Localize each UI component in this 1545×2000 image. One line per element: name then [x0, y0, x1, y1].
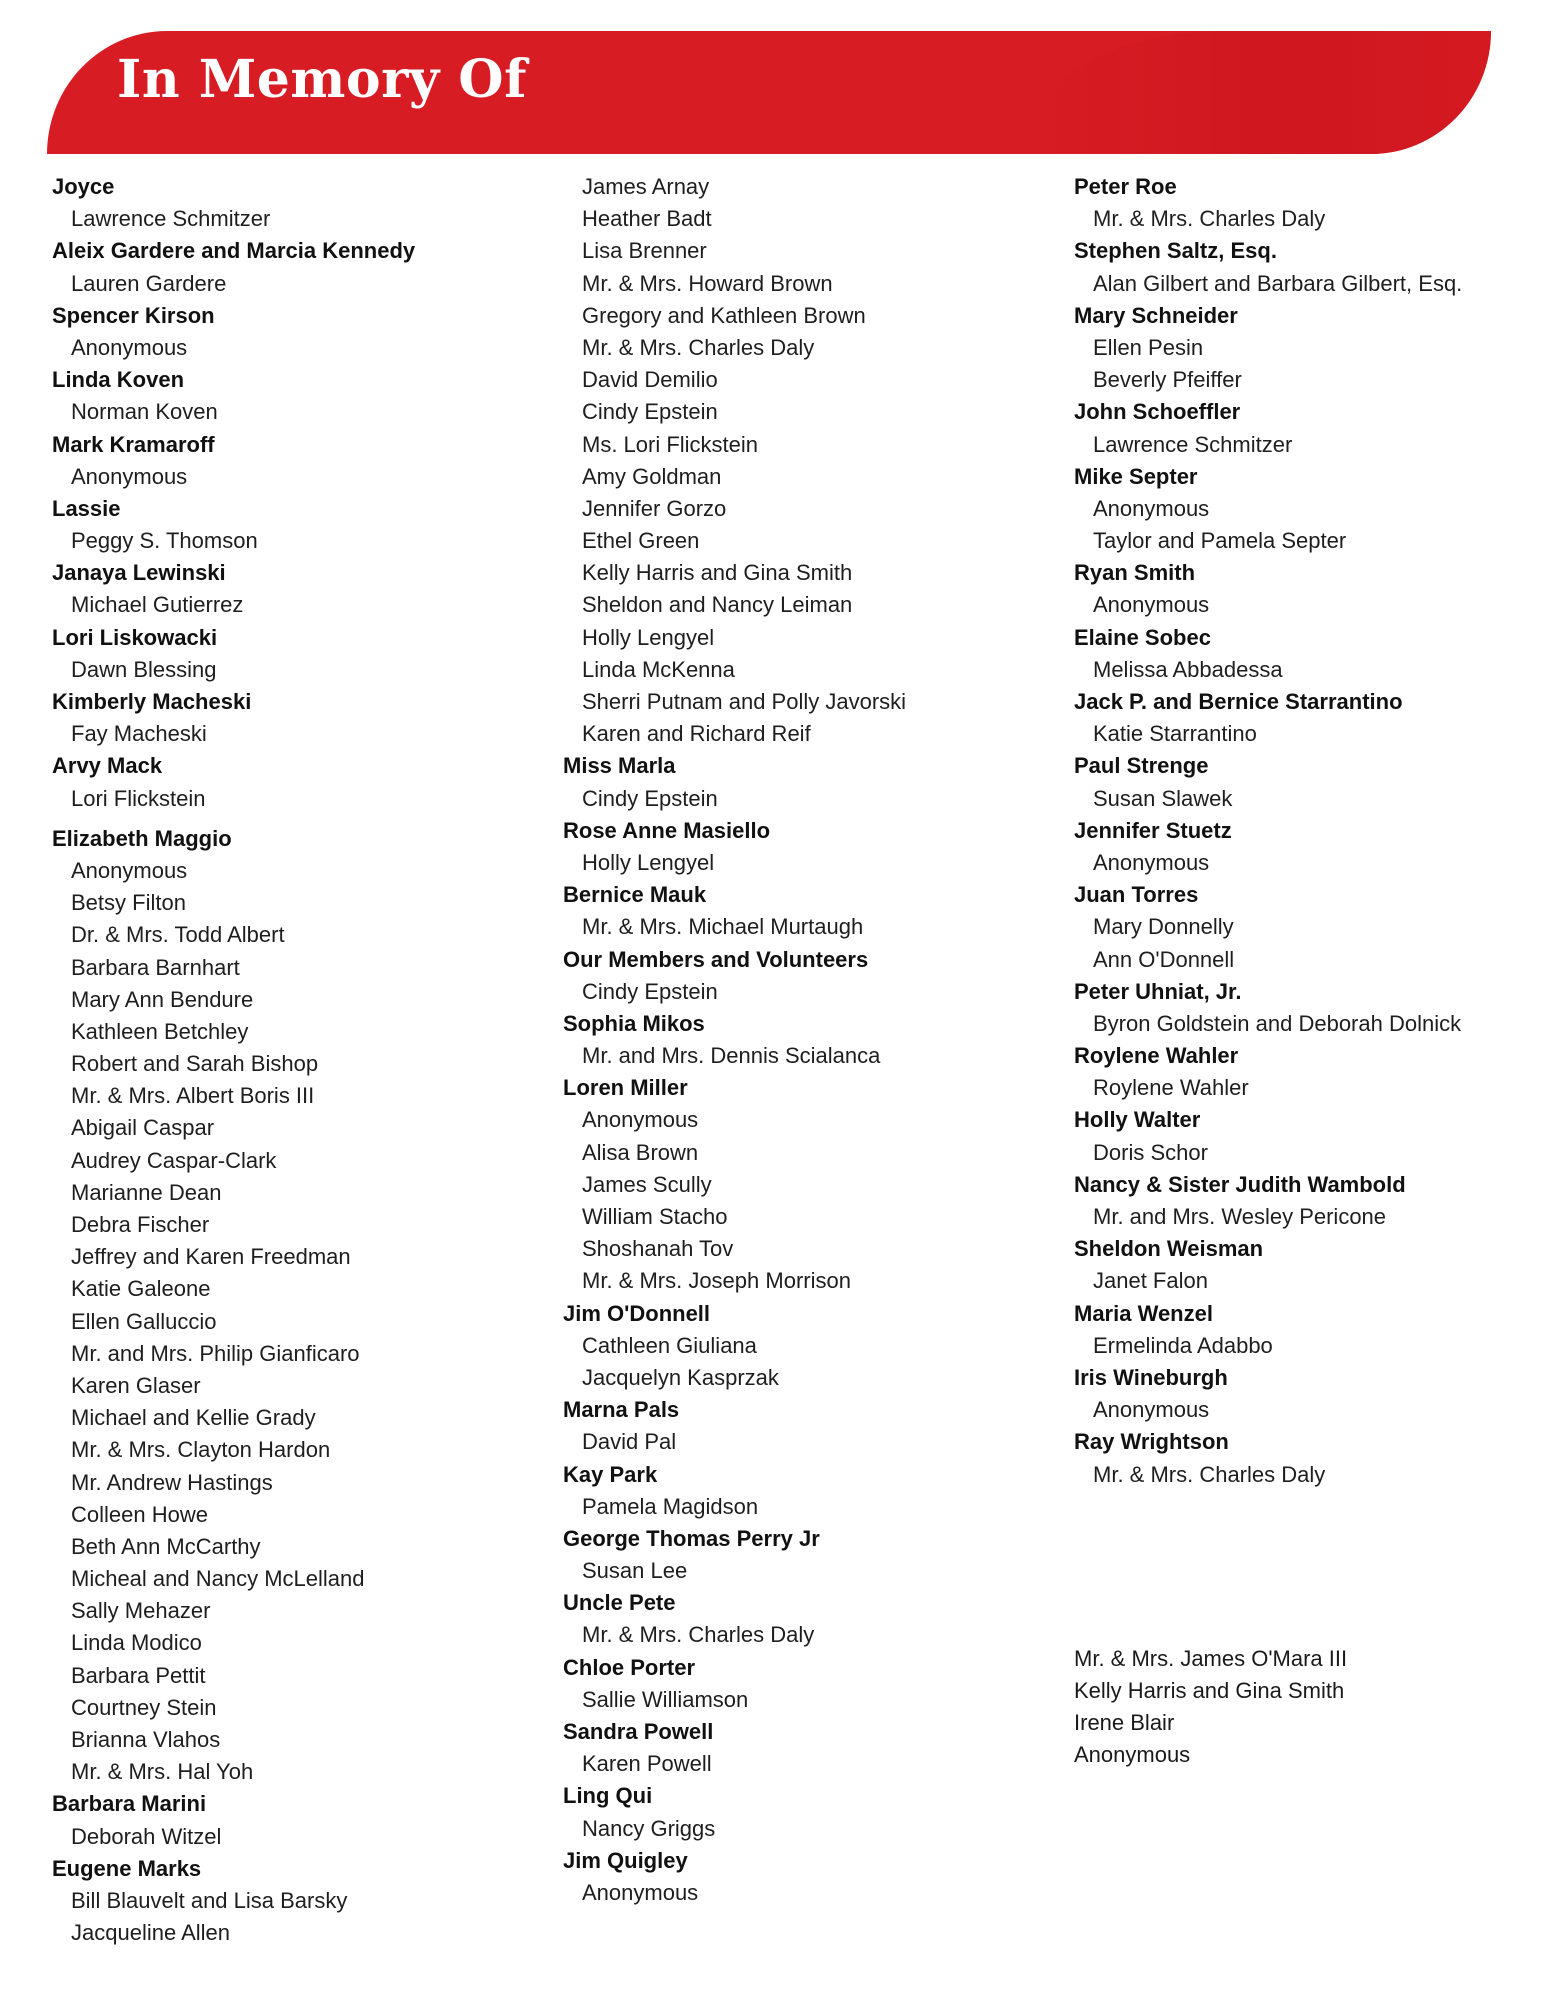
memorial-group — [52, 364, 522, 428]
memorial-group — [1074, 1426, 1534, 1490]
donor-name: Lawrence Schmitzer — [1093, 431, 1293, 457]
donor-name: Beth Ann McCarthy — [71, 1533, 261, 1559]
donor-name: Anonymous — [1093, 495, 1210, 521]
donor-name: Norman Koven — [71, 399, 218, 425]
donor-name: Courtney Stein — [71, 1694, 217, 1720]
honoree-name: Jim O'Donnell — [563, 1300, 711, 1326]
donor-name: Anonymous — [71, 334, 188, 360]
donor-name: Beverly Pfeiffer — [1093, 367, 1242, 393]
memorial-group — [563, 815, 1053, 879]
memorial-group — [52, 686, 522, 750]
donor-name: Mr. & Mrs. Hal Yoh — [71, 1759, 254, 1785]
donor-name: Mr. and Mrs. Dennis Scialanca — [582, 1043, 881, 1069]
donor-name: Karen Powell — [582, 1751, 712, 1777]
donor-name: Ethel Green — [582, 528, 700, 554]
donor-name: Dr. & Mrs. Todd Albert — [71, 922, 285, 948]
donor-name: Lawrence Schmitzer — [71, 206, 271, 232]
memorial-group — [1074, 622, 1534, 686]
memorial-group — [563, 1587, 1053, 1651]
memorial-group — [563, 1845, 1053, 1909]
honoree-name: Roylene Wahler — [1074, 1043, 1239, 1069]
memorial-group — [1074, 1040, 1534, 1104]
donor-name: Amy Goldman — [582, 463, 722, 489]
memorial-group — [52, 300, 522, 364]
honoree-name: Nancy & Sister Judith Wambold — [1074, 1171, 1406, 1197]
donor-name: Susan Lee — [582, 1558, 688, 1584]
donor-name: Peggy S. Thomson — [71, 528, 258, 554]
honoree-name: Sophia Mikos — [563, 1010, 705, 1036]
donor-name: Katie Starrantino — [1093, 721, 1257, 747]
donor-name: Cindy Epstein — [582, 399, 718, 425]
spacer — [52, 815, 522, 823]
memorial-group — [52, 823, 522, 1789]
donor-name: Kelly Harris and Gina Smith — [1074, 1677, 1345, 1703]
donor-name: Brianna Vlahos — [71, 1727, 221, 1752]
donor-name: Cathleen Giuliana — [582, 1332, 757, 1358]
donor-name: Shoshanah Tov — [582, 1236, 734, 1262]
donor-name: Janet Falon — [1093, 1268, 1208, 1294]
donor-name: Taylor and Pamela Septer — [1093, 528, 1347, 554]
donor-name: Jacqueline Allen — [71, 1920, 231, 1946]
donor-name: Mr. and Mrs. Wesley Pericone — [1093, 1204, 1387, 1229]
donor-name: Roylene Wahler — [1093, 1075, 1249, 1101]
memorial-group — [52, 1853, 522, 1950]
honoree-name: Rose Anne Masiello — [563, 817, 771, 843]
honoree-name: Our Members and Volunteers — [563, 946, 869, 972]
honoree-name: Loren Miller — [563, 1075, 688, 1101]
honoree-name: Kay Park — [563, 1461, 658, 1487]
honoree-name: Barbara Marini — [52, 1791, 207, 1817]
donor-name: Dawn Blessing — [71, 656, 217, 682]
memorial-group — [1074, 1169, 1534, 1233]
donor-name: Irene Blair — [1074, 1710, 1175, 1736]
donor-name: Deborah Witzel — [71, 1823, 222, 1849]
memorial-group — [52, 750, 522, 814]
donor-name: David Pal — [582, 1429, 677, 1455]
honoree-name: Bernice Mauk — [563, 882, 707, 908]
donor-name: Audrey Caspar-Clark — [71, 1147, 277, 1173]
honoree-name: Lori Liskowacki — [52, 624, 218, 650]
memorial-group — [563, 1716, 1053, 1780]
honoree-name: Marna Pals — [563, 1397, 680, 1423]
donor-name: Linda McKenna — [582, 656, 735, 682]
honoree-name: Juan Torres — [1074, 882, 1199, 908]
donor-name: Robert and Sarah Bishop — [71, 1051, 319, 1077]
donor-name: Cindy Epstein — [582, 978, 718, 1004]
memorial-group — [1074, 1104, 1534, 1168]
donor-name: Holly Lengyel — [582, 624, 715, 650]
donor-name: Mr. & Mrs. Howard Brown — [582, 270, 833, 296]
donor-name: Lisa Brenner — [582, 238, 707, 264]
memorial-group — [1074, 235, 1534, 299]
honoree-name: Elaine Sobec — [1074, 624, 1211, 650]
donor-name: Susan Slawek — [1093, 785, 1233, 811]
memorial-group — [563, 1008, 1053, 1072]
donor-name: Anonymous — [71, 857, 188, 883]
donor-name: Mary Ann Bendure — [71, 986, 254, 1012]
memorial-group — [1074, 557, 1534, 621]
honoree-name: Jim Quigley — [563, 1847, 688, 1873]
memorial-group — [1074, 879, 1534, 976]
memorial-group — [563, 1459, 1053, 1523]
donor-name: Heather Badt — [582, 206, 712, 232]
donor-name: James Arnay — [582, 174, 710, 199]
honoree-name: Elizabeth Maggio — [52, 825, 232, 851]
memorial-group — [52, 429, 522, 493]
honoree-name: Mark Kramaroff — [52, 431, 215, 457]
donor-name: Mr. & Mrs. James O'Mara III — [1074, 1645, 1348, 1671]
memorial-group — [1074, 1298, 1534, 1362]
memorial-group — [52, 622, 522, 686]
donor-name: Sherri Putnam and Polly Javorski — [582, 689, 907, 714]
donor-name: Lauren Gardere — [71, 270, 227, 296]
memorial-group — [563, 1394, 1053, 1458]
memorial-group — [563, 750, 1053, 814]
honoree-name: Ryan Smith — [1074, 560, 1196, 586]
page-title: In Memory Of — [117, 49, 527, 110]
honoree-name: Stephen Saltz, Esq. — [1074, 238, 1277, 264]
memorial-group — [52, 557, 522, 621]
honoree-name: Iris Wineburgh — [1074, 1364, 1228, 1390]
donor-name: Pamela Magidson — [582, 1493, 759, 1519]
donor-name: Anonymous — [71, 463, 188, 489]
donor-name: Anonymous — [1093, 592, 1210, 618]
column-3 — [1074, 171, 1534, 1771]
honoree-name: Maria Wenzel — [1074, 1300, 1213, 1326]
donor-name: Ellen Pesin — [1093, 334, 1204, 360]
honoree-name: Kimberly Macheski — [52, 689, 252, 714]
donor-name: Mary Donnelly — [1093, 914, 1234, 940]
donor-name: William Stacho — [582, 1204, 728, 1229]
donor-name: Sally Mehazer — [71, 1598, 211, 1624]
donor-name: Marianne Dean — [71, 1179, 222, 1205]
donor-name: Cindy Epstein — [582, 785, 718, 811]
donor-name: Ermelinda Adabbo — [1093, 1332, 1273, 1358]
honoree-name: Arvy Mack — [52, 753, 163, 779]
memorial-group — [52, 493, 522, 557]
memorial-group — [563, 1072, 1053, 1297]
donor-name: Michael and Kellie Grady — [71, 1405, 316, 1431]
donor-name: Melissa Abbadessa — [1093, 656, 1283, 682]
donor-name: Mr. & Mrs. Albert Boris III — [71, 1083, 315, 1109]
memorial-group — [1074, 750, 1534, 814]
donor-name: Mr. & Mrs. Charles Daly — [582, 1622, 815, 1648]
honoree-name: Janaya Lewinski — [52, 560, 226, 586]
donor-name: Mr. and Mrs. Philip Gianficaro — [71, 1340, 360, 1366]
honoree-name: Sandra Powell — [563, 1719, 714, 1744]
honoree-name: Peter Roe — [1074, 174, 1177, 199]
banner-shade — [1021, 31, 1491, 154]
donor-name: Michael Gutierrez — [71, 592, 244, 618]
donor-name: Mr. & Mrs. Charles Daly — [582, 334, 815, 360]
donor-name: Barbara Pettit — [71, 1662, 206, 1688]
donor-name: Katie Galeone — [71, 1276, 211, 1302]
donor-name: Linda Modico — [71, 1630, 202, 1656]
memorial-group — [52, 171, 522, 235]
honoree-name: Mary Schneider — [1074, 302, 1238, 328]
memorial-group — [1074, 1233, 1534, 1297]
column-2 — [563, 171, 1053, 1909]
memorial-group — [1074, 1362, 1534, 1426]
donor-name: Abigail Caspar — [71, 1115, 215, 1141]
memorial-group — [1074, 686, 1534, 750]
spacer — [1074, 1491, 1534, 1643]
memorial-group — [1074, 461, 1534, 558]
honoree-name: Spencer Kirson — [52, 302, 215, 328]
honoree-name: Paul Strenge — [1074, 753, 1209, 779]
donor-name: Bill Blauvelt and Lisa Barsky — [71, 1887, 348, 1913]
donor-name: David Demilio — [582, 367, 718, 393]
donor-name: Jennifer Gorzo — [582, 495, 727, 521]
honoree-name: Lassie — [52, 495, 121, 521]
memorial-group — [563, 1780, 1053, 1844]
donor-name: Byron Goldstein and Deborah Dolnick — [1093, 1010, 1462, 1036]
memorial-group — [563, 1523, 1053, 1587]
donor-name: Alisa Brown — [582, 1139, 699, 1165]
donor-name: Ms. Lori Flickstein — [582, 431, 759, 457]
donor-name: Fay Macheski — [71, 721, 207, 747]
donor-name: Ellen Galluccio — [71, 1308, 217, 1334]
donor-name: Doris Schor — [1093, 1139, 1208, 1165]
donor-name: Debra Fischer — [71, 1212, 210, 1237]
honoree-name: Linda Koven — [52, 367, 185, 393]
honoree-name: Ray Wrightson — [1074, 1429, 1229, 1455]
donor-name: Jacquelyn Kasprzak — [582, 1364, 779, 1390]
memorial-group — [1074, 300, 1534, 397]
donor-name: Alan Gilbert and Barbara Gilbert, Esq. — [1093, 270, 1463, 296]
donor-name: Anonymous — [1093, 1397, 1210, 1423]
memorial-group — [52, 1788, 522, 1852]
donor-name: Jeffrey and Karen Freedman — [71, 1244, 351, 1270]
memorial-group — [1074, 396, 1534, 460]
donor-name: Holly Lengyel — [582, 849, 715, 875]
donor-name: Mr. & Mrs. Charles Daly — [1093, 1461, 1326, 1487]
column-1 — [52, 171, 522, 1949]
memorial-group — [563, 1298, 1053, 1395]
honoree-name: Ling Qui — [563, 1783, 653, 1809]
honoree-name: Uncle Pete — [563, 1590, 676, 1616]
honoree-name: Chloe Porter — [563, 1654, 696, 1680]
honoree-name: John Schoeffler — [1074, 399, 1241, 425]
donor-name: Micheal and Nancy McLelland — [71, 1566, 365, 1592]
memorial-group — [563, 1652, 1053, 1716]
donor-name: Barbara Barnhart — [71, 954, 240, 980]
memorial-group — [52, 235, 522, 299]
donor-name: Mr. Andrew Hastings — [71, 1469, 273, 1495]
memorial-group — [1074, 976, 1534, 1040]
donor-name: Anonymous — [582, 1107, 699, 1133]
donor-name: Sallie Williamson — [582, 1686, 749, 1712]
honoree-name: Joyce — [52, 174, 115, 199]
honoree-name: Eugene Marks — [52, 1855, 202, 1881]
honoree-name: Jack P. and Bernice Starrantino — [1074, 689, 1403, 714]
honoree-name: Aleix Gardere and Marcia Kennedy — [52, 238, 416, 264]
donor-name: Mr. & Mrs. Clayton Hardon — [71, 1437, 331, 1463]
honoree-name: Sheldon Weisman — [1074, 1236, 1264, 1262]
donor-name: Mr. & Mrs. Joseph Morrison — [582, 1268, 851, 1294]
honoree-name: Jennifer Stuetz — [1074, 817, 1232, 843]
donor-name: Kelly Harris and Gina Smith — [582, 560, 853, 586]
donor-name: Nancy Griggs — [582, 1815, 716, 1841]
donor-name: Colleen Howe — [71, 1501, 208, 1527]
donor-name: Anonymous — [582, 1879, 699, 1905]
donor-name: Karen and Richard Reif — [582, 721, 811, 747]
donor-name: Gregory and Kathleen Brown — [582, 302, 866, 328]
honoree-name: Mike Septer — [1074, 463, 1198, 489]
memorial-group — [1074, 815, 1534, 879]
honoree-name: Holly Walter — [1074, 1107, 1201, 1133]
donor-name: Karen Glaser — [71, 1372, 201, 1398]
honoree-name: Miss Marla — [563, 753, 676, 779]
donor-name: Kathleen Betchley — [71, 1018, 249, 1044]
memorial-group — [1074, 171, 1534, 235]
memorial-group — [563, 944, 1053, 1008]
donor-name: Anonymous — [1074, 1742, 1191, 1768]
donor-name: Mr. & Mrs. Charles Daly — [1093, 206, 1326, 232]
donor-name: Ann O'Donnell — [1093, 946, 1235, 972]
donor-name: Sheldon and Nancy Leiman — [582, 592, 853, 618]
donor-name: James Scully — [582, 1171, 712, 1197]
honoree-name: George Thomas Perry Jr — [563, 1525, 820, 1551]
donor-name: Lori Flickstein — [71, 785, 206, 811]
donor-name: Anonymous — [1093, 849, 1210, 875]
memorial-group — [563, 879, 1053, 943]
honoree-name: Peter Uhniat, Jr. — [1074, 978, 1242, 1004]
donor-name: Mr. & Mrs. Michael Murtaugh — [582, 914, 864, 940]
donor-name: Betsy Filton — [71, 890, 186, 916]
header-banner — [47, 31, 1491, 154]
